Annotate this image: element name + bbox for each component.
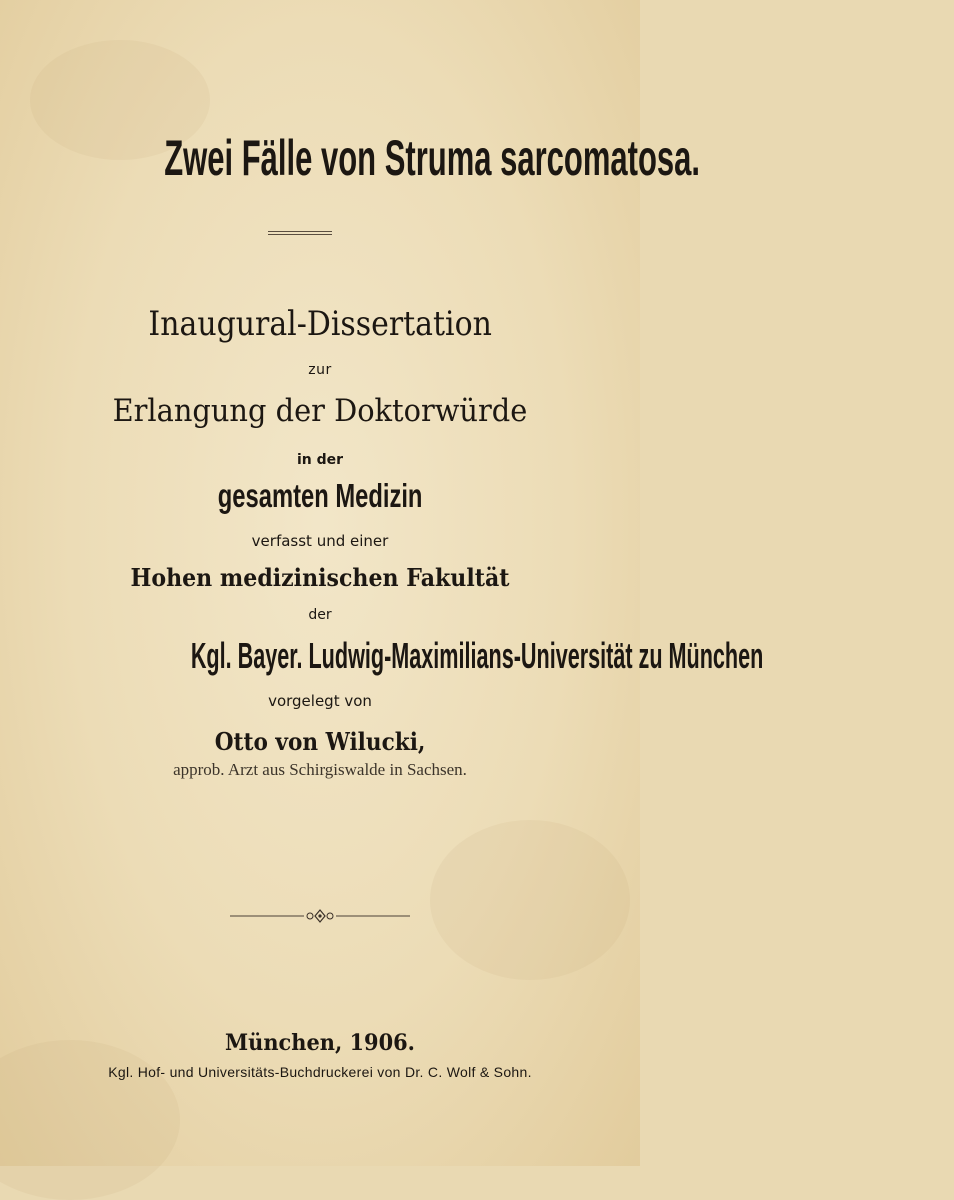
word-zur: zur <box>308 362 332 378</box>
word-in-der: in der <box>296 452 344 468</box>
document-type: Inaugural-Dissertation <box>148 304 492 344</box>
ornamental-rule-icon <box>230 908 410 924</box>
university-heading: Kgl. Bayer. Ludwig-Maximilians-Universität zu München <box>190 635 764 676</box>
submitted-text: verfasst und einer <box>251 532 389 550</box>
faculty-heading: Hohen medizinischen Fakultät <box>130 563 510 592</box>
printer-imprint: Kgl. Hof- und Universitäts-Buchdruckerei von Dr. C. Wolf & Sohn. <box>108 1064 532 1080</box>
dissertation-title: Zwei Fälle von Struma sarcomatosa. <box>164 130 700 186</box>
double-rule-icon <box>268 231 332 237</box>
field-heading: gesamten Medizin <box>217 477 423 514</box>
word-der: der <box>308 607 332 623</box>
place-and-year: München, 1906. <box>225 1030 415 1056</box>
purpose-heading: Erlangung der Doktorwürde <box>112 393 528 429</box>
author-details: approb. Arzt aus Schirgiswalde in Sachsen. <box>173 760 467 779</box>
presented-by-text: vorgelegt von <box>268 692 372 710</box>
paper-stain <box>430 820 630 980</box>
author-name: Otto von Wilucki, <box>214 727 426 756</box>
